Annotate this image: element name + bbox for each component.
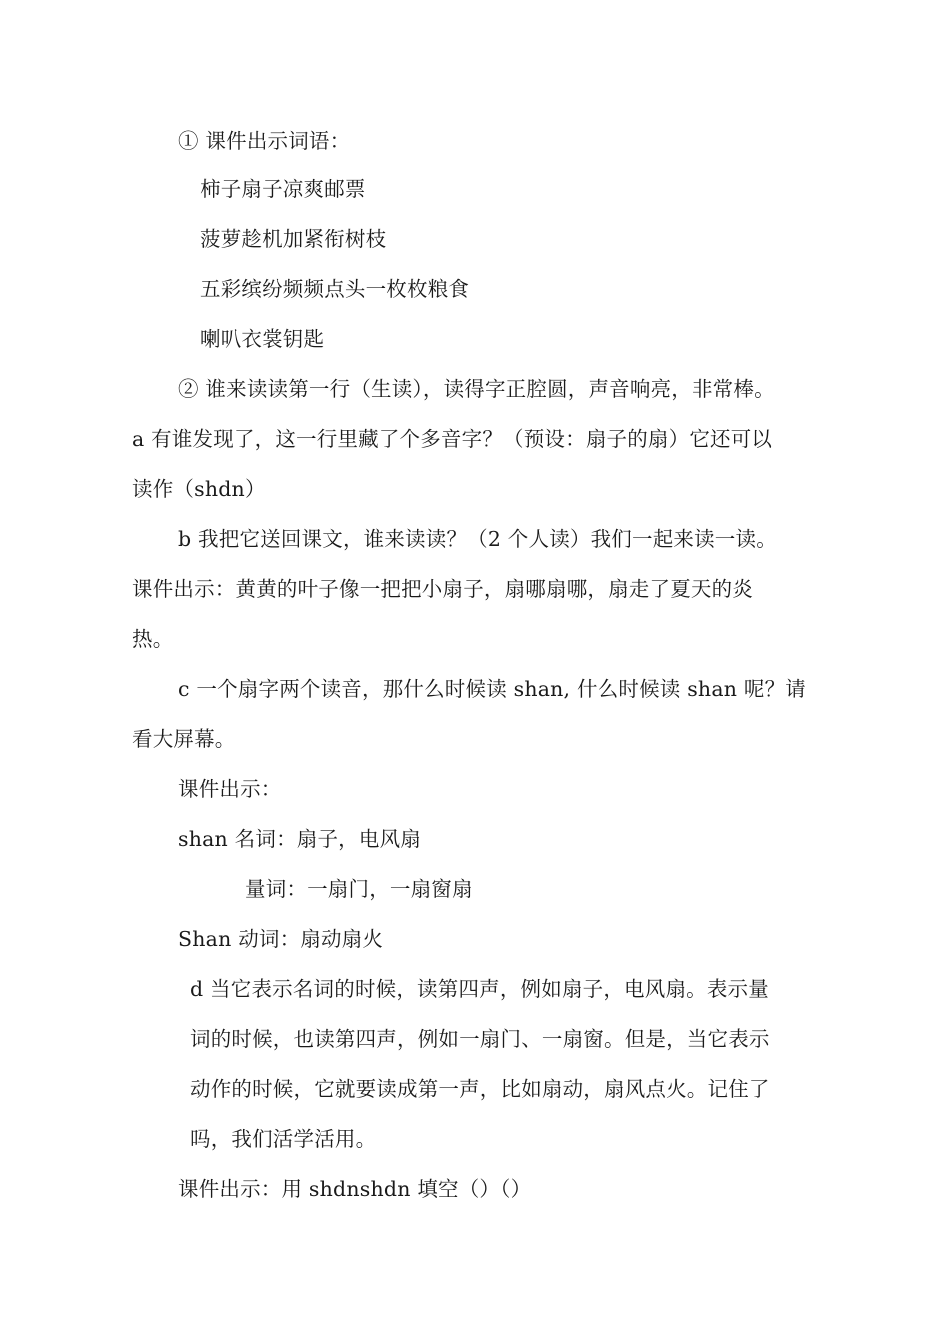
text-line-16: 量词：一扇门，一扇窗扇 (245, 877, 473, 901)
text-line-17: Shan 动词：扇动扇火 (178, 927, 384, 951)
text-line-9: b 我把它送回课文，谁来读读？（2 个人读）我们一起来读一读。 (178, 527, 777, 551)
text-line-14: 课件出示： (178, 777, 282, 801)
text-line-4: 五彩缤纷频频点头一枚枚粮食 (200, 277, 470, 301)
text-line-18: d 当它表示名词的时候，读第四声，例如扇子，电风扇。表示量 (190, 977, 769, 1001)
text-line-3: 菠萝趁机加紧衔树枝 (200, 227, 387, 251)
text-line-10: 课件出示：黄黄的叶子像一把把小扇子，扇哪扇哪，扇走了夏天的炎 (132, 577, 753, 601)
text-line-2: 柿子扇子凉爽邮票 (200, 177, 366, 201)
text-line-7: a 有谁发现了，这一行里藏了个多音字？（预设：扇子的扇）它还可以 (132, 427, 773, 451)
text-line-20: 动作的时候，它就要读成第一声，比如扇动，扇风点火。记住了 (190, 1077, 770, 1101)
text-line-5: 喇叭衣裳钥匙 (200, 327, 325, 351)
text-line-21: 吗，我们活学活用。 (190, 1127, 377, 1151)
text-line-8: 读作（shdn） (132, 477, 266, 501)
text-line-12: c 一个扇字两个读音，那什么时候读 shan, 什么时候读 shan 呢？请 (178, 677, 806, 701)
text-line-6: ② 谁来读读第一行（生读），读得字正腔圆，声音响亮，非常棒。 (178, 377, 775, 401)
text-line-13: 看大屏幕。 (132, 727, 236, 751)
text-line-19: 词的时候，也读第四声，例如一扇门、一扇窗。但是，当它表示 (190, 1027, 770, 1051)
text-line-15: shan 名词：扇子，电风扇 (178, 827, 421, 851)
text-line-22: 课件出示：用 shdnshdn 填空（）（） (178, 1177, 532, 1201)
text-line-1: ① 课件出示词语： (178, 129, 351, 153)
text-line-11: 热。 (132, 627, 174, 651)
